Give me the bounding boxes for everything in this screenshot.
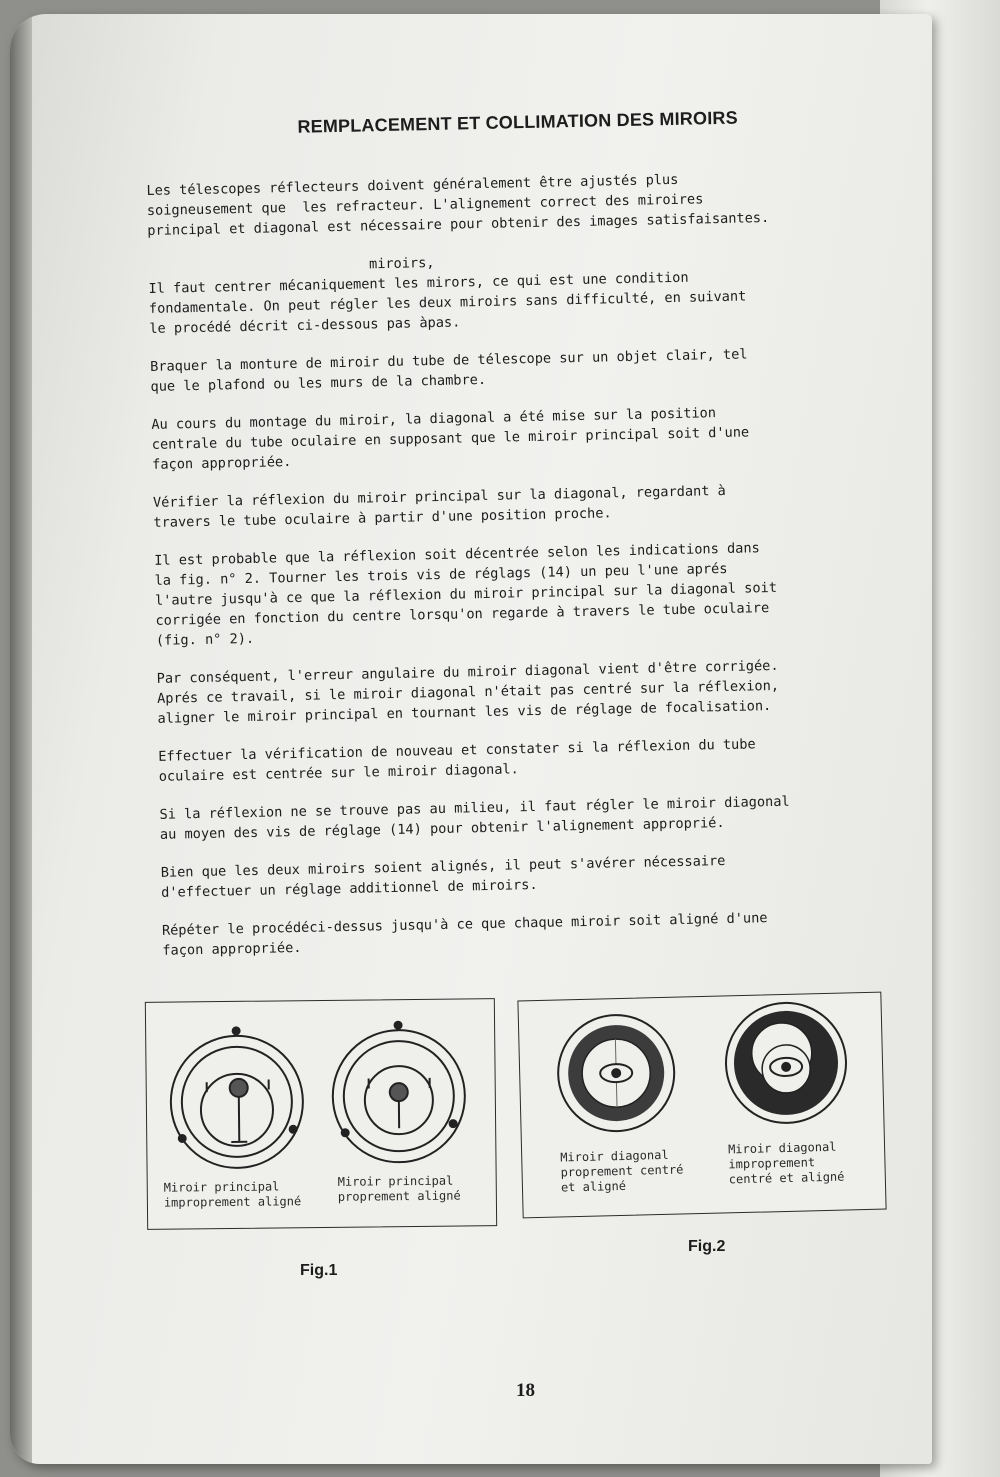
figure-2-box (517, 992, 886, 1219)
paragraph: Bien que les deux miroirs soient alignés, il peut s'avérer nécessaire d'effectuer un réglage additionnel de miroirs. (160, 853, 726, 901)
document-body (145, 104, 908, 978)
paragraph: Par conséquent, l'erreur angulaire du miroir diagonal vient d'être corrigée. Aprés ce travail, si le miroir diagonal n'était pas centré sur la réflexion, aligner le miroir principal en tournant les vis de réglage de focalisation. (156, 657, 780, 727)
paragraph: Effectuer la vérification de nouveau et constater si la réflexion du tube oculaire est centrée sur le miroir diagonal. (158, 736, 756, 785)
paragraph: Si la réflexion ne se trouve pas au milieu, il faut régler le miroir diagonal au moyen des vis de réglage (14) pour obtenir l'alignement approprié. (159, 793, 790, 843)
paragraph: Les télescopes réflecteurs doivent généralement être ajustés plus soigneusement que les refracteur. L'alignement correct des miroires principal et diagonal est nécessaire pour obtenir des images satisfaisantes. (146, 171, 770, 239)
figure-2-caption-right: Miroir diagonal improprement centré et aligné (727, 1139, 845, 1187)
paragraph: Braquer la monture de miroir du tube de télescope sur un objet clair, tel que le plafond ou les murs de la chambre. (150, 346, 748, 395)
off-center-diagonal-illustration (725, 1001, 848, 1124)
page-number: 18 (516, 1380, 535, 1401)
paragraph: Vérifier la réflexion du miroir principal sur la diagonal, regardant à travers le tube oculaire à partir d'une position proche. (152, 482, 726, 531)
figure-1-caption-right: Miroir principal proprement aligné (337, 1173, 461, 1204)
misaligned-mirror-illustration (170, 1027, 303, 1169)
figure-2-caption-left: Miroir diagonal proprement centré et aligné (560, 1147, 684, 1195)
figure-1-caption-left: Miroir principal improprement aligné (163, 1179, 302, 1210)
page-title: REMPLACEMENT ET COLLIMATION DES MIROIRS (297, 107, 739, 137)
binding-shadow (10, 14, 32, 1464)
figure-2-label: Fig.2 (688, 1238, 726, 1255)
paragraph: Répéter le procédéci-dessus jusqu'à ce que chaque miroir soit aligné d'une façon appropriée. (161, 910, 768, 959)
paragraph: Au cours du montage du miroir, la diagonal a été mise sur la position centrale du tube oculaire en supposant que le miroir principal soit d'une façon appropriée. (151, 405, 750, 473)
centered-diagonal-illustration (557, 1014, 676, 1133)
paragraph: Il est probable que la réflexion soit décentrée selon les indications dans la fig. n° 2. Tourner les trois vis de réglags (14) un peu l'une aprés l'autre jusqu'à ce que la réflexion du miroir principal sur la diagonal soit corrigée en fonction du centre lorsqu'on regarde à travers le tube oculaire (fig. n° 2). (154, 540, 778, 649)
paragraph: miroirs, Il faut centrer mécaniquement les mirors, ce qui est une condition fondamentale. On peut régler les deux miroirs sans difficulté, en suivant le procédé décrit ci-dessous pas àpas. (147, 254, 747, 337)
figure-1-box (145, 998, 497, 1230)
aligned-mirror-illustration (332, 1021, 465, 1163)
figure-1-label: Fig.1 (300, 1262, 338, 1279)
